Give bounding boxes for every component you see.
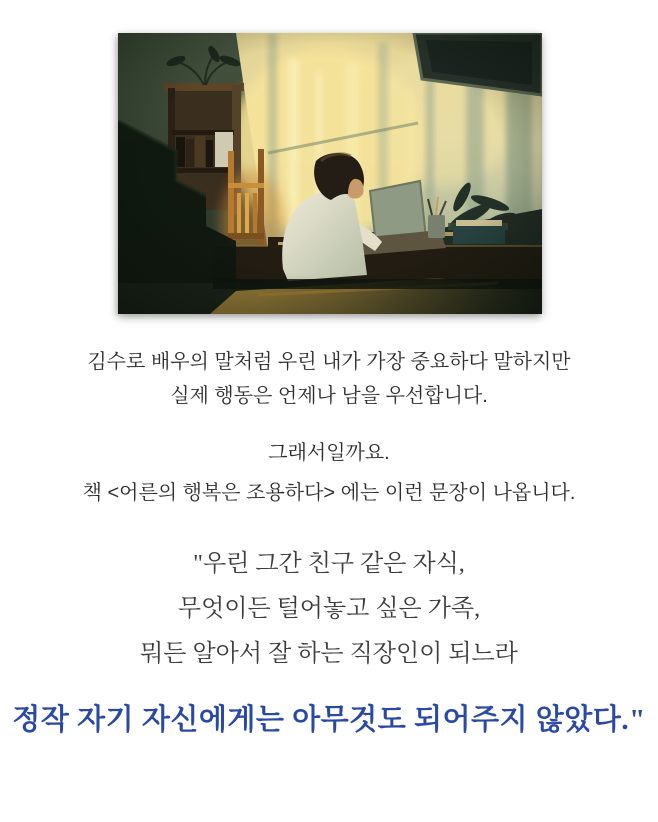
book-quote: [0, 542, 658, 677]
text-line: 책 <어른의 행복은 조용하다> 에는 이런 문장이 나옵니다.: [82, 482, 576, 504]
quote-line: "우린 그간 친구 같은 자식,: [193, 551, 465, 577]
quote-line: 무엇이든 털어놓고 싶은 가족,: [177, 596, 481, 622]
text-line: 그래서일까요.: [268, 442, 390, 464]
quote-line: 뭐든 알아서 잘 하는 직장인이 되느라: [140, 641, 518, 667]
intro-paragraph: [0, 345, 658, 413]
sunlit-desk-illustration-svg: [118, 33, 542, 314]
book-intro-paragraph: [0, 433, 658, 513]
highlight-quote: 정작 자기 자신에게는 아무것도 되어주지 않았다.": [12, 704, 646, 736]
hero-illustration: [118, 33, 542, 314]
text-line: 실제 행동은 언제나 남을 우선합니다.: [170, 385, 488, 407]
text-line: 김수로 배우의 말처럼 우린 내가 가장 중요하다 말하지만: [87, 351, 571, 373]
